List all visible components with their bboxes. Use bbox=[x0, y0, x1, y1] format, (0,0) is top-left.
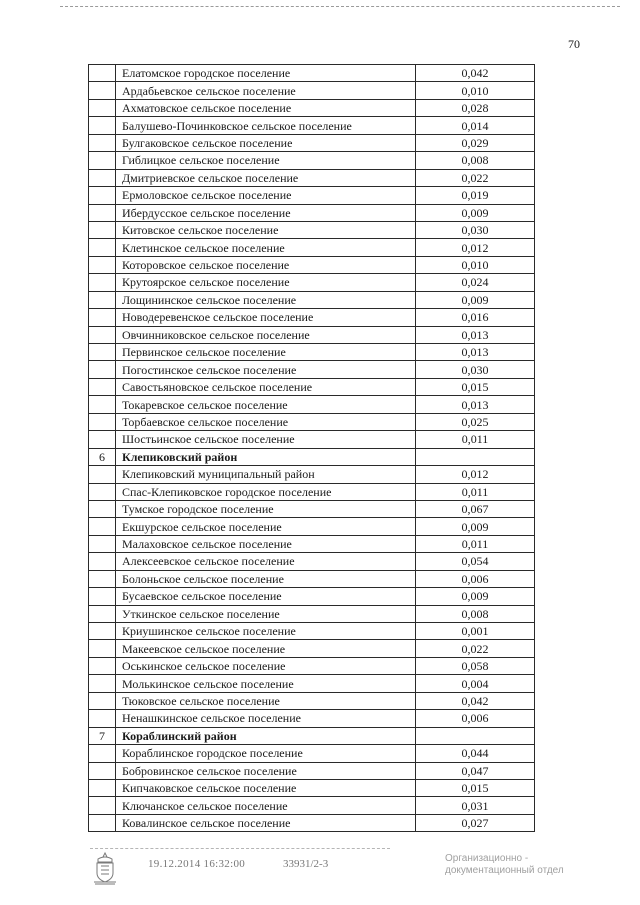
coefficient-cell: 0,022 bbox=[416, 640, 535, 657]
table-row bbox=[89, 814, 535, 831]
coefficient-cell: 0,025 bbox=[416, 413, 535, 430]
row-number-cell bbox=[89, 657, 116, 674]
table-row bbox=[89, 169, 535, 186]
coefficient-cell: 0,009 bbox=[416, 204, 535, 221]
table-row bbox=[89, 82, 535, 99]
page-number: 70 bbox=[568, 37, 580, 51]
table-row bbox=[89, 117, 535, 134]
row-number-cell bbox=[89, 500, 116, 517]
settlement-name-cell: Макеевское сельское поселение bbox=[116, 640, 416, 657]
row-number-cell bbox=[89, 797, 116, 814]
row-number-cell bbox=[89, 361, 116, 378]
settlement-name-cell: Лощининское сельское поселение bbox=[116, 291, 416, 308]
row-number-cell bbox=[89, 692, 116, 709]
table-row bbox=[89, 588, 535, 605]
settlement-name-cell: Екшурское сельское поселение bbox=[116, 518, 416, 535]
settlement-name-cell: Токаревское сельское поселение bbox=[116, 396, 416, 413]
coefficient-cell: 0,024 bbox=[416, 274, 535, 291]
table-row bbox=[89, 710, 535, 727]
row-number-cell bbox=[89, 309, 116, 326]
row-number-cell bbox=[89, 535, 116, 552]
settlement-name-cell: Ардабьевское сельское поселение bbox=[116, 82, 416, 99]
row-number-cell bbox=[89, 117, 116, 134]
row-number-cell bbox=[89, 483, 116, 500]
row-number-cell bbox=[89, 640, 116, 657]
settlement-name-cell: Кораблинский район bbox=[116, 727, 416, 744]
table-row bbox=[89, 134, 535, 151]
row-number-cell bbox=[89, 779, 116, 796]
row-number-cell bbox=[89, 221, 116, 238]
settlement-name-cell: Уткинское сельское поселение bbox=[116, 605, 416, 622]
table-row bbox=[89, 187, 535, 204]
table-row bbox=[89, 431, 535, 448]
table-row bbox=[89, 535, 535, 552]
table-row bbox=[89, 483, 535, 500]
settlement-name-cell: Бусаевское сельское поселение bbox=[116, 588, 416, 605]
office-stamp bbox=[445, 853, 585, 877]
row-number-cell bbox=[89, 99, 116, 116]
row-number-cell bbox=[89, 605, 116, 622]
coefficient-cell: 0,011 bbox=[416, 483, 535, 500]
settlement-name-cell: Гиблицкое сельское поселение bbox=[116, 152, 416, 169]
coefficient-cell: 0,044 bbox=[416, 745, 535, 762]
row-number-cell bbox=[89, 291, 116, 308]
row-number-cell bbox=[89, 710, 116, 727]
row-number-cell bbox=[89, 326, 116, 343]
coefficient-cell: 0,014 bbox=[416, 117, 535, 134]
coefficient-cell: 0,012 bbox=[416, 239, 535, 256]
table-row bbox=[89, 779, 535, 796]
table-row bbox=[89, 745, 535, 762]
coefficient-cell bbox=[416, 727, 535, 744]
table-row bbox=[89, 256, 535, 273]
coefficient-cell: 0,011 bbox=[416, 431, 535, 448]
coefficient-cell: 0,010 bbox=[416, 82, 535, 99]
settlement-name-cell: Которовское сельское поселение bbox=[116, 256, 416, 273]
settlement-name-cell: Елатомское городское поселение bbox=[116, 65, 416, 82]
coefficient-cell: 0,009 bbox=[416, 291, 535, 308]
table-row bbox=[89, 221, 535, 238]
office-line-2: документационный отдел bbox=[445, 865, 564, 876]
settlement-name-cell: Малаховское сельское поселение bbox=[116, 535, 416, 552]
table-row bbox=[89, 309, 535, 326]
coefficient-cell: 0,001 bbox=[416, 623, 535, 640]
coefficient-cell: 0,042 bbox=[416, 65, 535, 82]
coefficient-cell: 0,030 bbox=[416, 361, 535, 378]
row-number-cell bbox=[89, 431, 116, 448]
coefficient-cell: 0,028 bbox=[416, 99, 535, 116]
coefficient-cell: 0,013 bbox=[416, 344, 535, 361]
district-row bbox=[89, 727, 535, 744]
row-number-cell: 7 bbox=[89, 727, 116, 744]
table-row bbox=[89, 640, 535, 657]
row-number-cell bbox=[89, 169, 116, 186]
table-body bbox=[89, 65, 535, 832]
row-number-cell bbox=[89, 518, 116, 535]
row-number-cell bbox=[89, 588, 116, 605]
settlement-name-cell: Бобровинское сельское поселение bbox=[116, 762, 416, 779]
row-number-cell bbox=[89, 396, 116, 413]
table-row bbox=[89, 274, 535, 291]
coefficient-cell: 0,054 bbox=[416, 553, 535, 570]
coefficient-cell: 0,008 bbox=[416, 152, 535, 169]
table-row bbox=[89, 396, 535, 413]
coefficient-cell: 0,022 bbox=[416, 169, 535, 186]
table-row bbox=[89, 500, 535, 517]
settlement-name-cell: Ненашкинское сельское поселение bbox=[116, 710, 416, 727]
coefficient-cell: 0,008 bbox=[416, 605, 535, 622]
coefficient-cell: 0,058 bbox=[416, 657, 535, 674]
table-row bbox=[89, 378, 535, 395]
settlement-name-cell: Клетинское сельское поселение bbox=[116, 239, 416, 256]
table-row bbox=[89, 518, 535, 535]
row-number-cell bbox=[89, 239, 116, 256]
settlement-name-cell: Шостьинское сельское поселение bbox=[116, 431, 416, 448]
table-row bbox=[89, 361, 535, 378]
settlement-name-cell: Балушево-Починковское сельское поселение bbox=[116, 117, 416, 134]
settlement-name-cell: Крутоярское сельское поселение bbox=[116, 274, 416, 291]
coefficient-cell: 0,004 bbox=[416, 675, 535, 692]
row-number-cell bbox=[89, 762, 116, 779]
coefficient-cell: 0,010 bbox=[416, 256, 535, 273]
row-number-cell bbox=[89, 623, 116, 640]
row-number-cell bbox=[89, 134, 116, 151]
table-row bbox=[89, 344, 535, 361]
row-number-cell bbox=[89, 82, 116, 99]
coefficient-cell: 0,006 bbox=[416, 710, 535, 727]
coefficient-cell: 0,047 bbox=[416, 762, 535, 779]
coefficient-cell: 0,009 bbox=[416, 588, 535, 605]
settlement-name-cell: Болоньское сельское поселение bbox=[116, 570, 416, 587]
coefficient-cell: 0,029 bbox=[416, 134, 535, 151]
coefficient-cell: 0,042 bbox=[416, 692, 535, 709]
coat-of-arms-icon bbox=[92, 851, 118, 885]
table-row bbox=[89, 466, 535, 483]
settlement-name-cell: Молькинское сельское поселение bbox=[116, 675, 416, 692]
coefficient-cell: 0,015 bbox=[416, 779, 535, 796]
table-row bbox=[89, 413, 535, 430]
table-row bbox=[89, 797, 535, 814]
settlement-name-cell: Ключанское сельское поселение bbox=[116, 797, 416, 814]
settlement-name-cell: Первинское сельское поселение bbox=[116, 344, 416, 361]
coefficient-cell: 0,011 bbox=[416, 535, 535, 552]
coefficient-cell: 0,030 bbox=[416, 221, 535, 238]
office-line-1: Организационно - bbox=[445, 853, 529, 864]
settlement-name-cell: Спас-Клепиковское городское поселение bbox=[116, 483, 416, 500]
settlement-name-cell: Булгаковское сельское поселение bbox=[116, 134, 416, 151]
row-number-cell bbox=[89, 65, 116, 82]
settlement-name-cell: Криушинское сельское поселение bbox=[116, 623, 416, 640]
table-row bbox=[89, 65, 535, 82]
settlement-name-cell: Китовское сельское поселение bbox=[116, 221, 416, 238]
settlement-name-cell: Ибердусское сельское поселение bbox=[116, 204, 416, 221]
settlement-name-cell: Кораблинское городское поселение bbox=[116, 745, 416, 762]
table-row bbox=[89, 291, 535, 308]
settlement-name-cell: Оськинское сельское поселение bbox=[116, 657, 416, 674]
table-row bbox=[89, 657, 535, 674]
settlement-name-cell: Алексеевское сельское поселение bbox=[116, 553, 416, 570]
settlement-name-cell: Погостинское сельское поселение bbox=[116, 361, 416, 378]
settlement-name-cell: Ермоловское сельское поселение bbox=[116, 187, 416, 204]
coefficient-cell: 0,012 bbox=[416, 466, 535, 483]
coefficient-cell: 0,016 bbox=[416, 309, 535, 326]
row-number-cell bbox=[89, 570, 116, 587]
table-row bbox=[89, 204, 535, 221]
row-number-cell bbox=[89, 256, 116, 273]
row-number-cell: 6 bbox=[89, 448, 116, 465]
stamp-code: 33931/2-3 bbox=[283, 858, 329, 870]
row-number-cell bbox=[89, 152, 116, 169]
table-row bbox=[89, 623, 535, 640]
footer-dashed-rule bbox=[90, 848, 390, 849]
settlement-name-cell: Новодеревенское сельское поселение bbox=[116, 309, 416, 326]
settlement-name-cell: Клепиковский муниципальный район bbox=[116, 466, 416, 483]
settlement-name-cell: Клепиковский район bbox=[116, 448, 416, 465]
row-number-cell bbox=[89, 814, 116, 831]
settlements-table bbox=[88, 64, 535, 832]
stamp-date: 19.12.2014 16:32:00 bbox=[148, 858, 246, 870]
row-number-cell bbox=[89, 378, 116, 395]
settlement-name-cell: Савостьяновское сельское поселение bbox=[116, 378, 416, 395]
coefficient-cell: 0,067 bbox=[416, 500, 535, 517]
coefficient-cell: 0,006 bbox=[416, 570, 535, 587]
coefficient-cell: 0,015 bbox=[416, 378, 535, 395]
settlement-name-cell: Ахматовское сельское поселение bbox=[116, 99, 416, 116]
row-number-cell bbox=[89, 204, 116, 221]
table-row bbox=[89, 239, 535, 256]
table-row bbox=[89, 605, 535, 622]
table-row bbox=[89, 152, 535, 169]
table-row bbox=[89, 675, 535, 692]
row-number-cell bbox=[89, 675, 116, 692]
coefficient-cell: 0,013 bbox=[416, 396, 535, 413]
footer bbox=[0, 848, 640, 898]
row-number-cell bbox=[89, 466, 116, 483]
coefficient-cell bbox=[416, 448, 535, 465]
table-row bbox=[89, 326, 535, 343]
row-number-cell bbox=[89, 187, 116, 204]
row-number-cell bbox=[89, 413, 116, 430]
coefficient-cell: 0,019 bbox=[416, 187, 535, 204]
table-row bbox=[89, 570, 535, 587]
coefficient-cell: 0,031 bbox=[416, 797, 535, 814]
coefficient-cell: 0,009 bbox=[416, 518, 535, 535]
row-number-cell bbox=[89, 274, 116, 291]
table-row bbox=[89, 762, 535, 779]
settlement-name-cell: Тумское городское поселение bbox=[116, 500, 416, 517]
table-row bbox=[89, 692, 535, 709]
settlement-name-cell: Торбаевское сельское поселение bbox=[116, 413, 416, 430]
settlement-name-cell: Дмитриевское сельское поселение bbox=[116, 169, 416, 186]
table-row bbox=[89, 99, 535, 116]
coefficient-cell: 0,027 bbox=[416, 814, 535, 831]
settlement-name-cell: Ковалинское сельское поселение bbox=[116, 814, 416, 831]
coefficient-cell: 0,013 bbox=[416, 326, 535, 343]
top-dashed-rule bbox=[60, 6, 620, 7]
row-number-cell bbox=[89, 745, 116, 762]
settlement-name-cell: Тюковское сельское поселение bbox=[116, 692, 416, 709]
row-number-cell bbox=[89, 553, 116, 570]
row-number-cell bbox=[89, 344, 116, 361]
settlement-name-cell: Овчинниковское сельское поселение bbox=[116, 326, 416, 343]
district-row bbox=[89, 448, 535, 465]
settlement-name-cell: Кипчаковское сельское поселение bbox=[116, 779, 416, 796]
table-row bbox=[89, 553, 535, 570]
